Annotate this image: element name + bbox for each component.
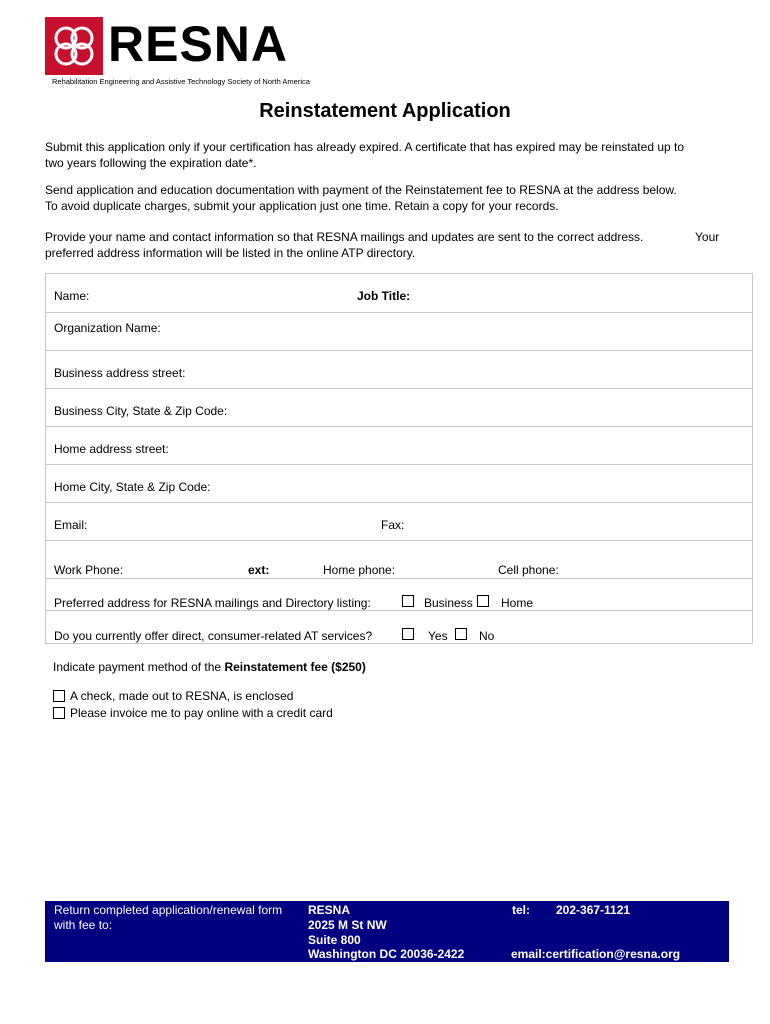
page-title: Reinstatement Application: [259, 100, 511, 122]
tel-number: 202-367-1121: [556, 903, 631, 917]
logo-tagline: Rehabilitation Engineering and Assistive Technology Society of North America: [52, 77, 310, 86]
check-enclosed-label: A check, made out to RESNA, is enclosed: [70, 689, 294, 703]
intro-paragraph-2: Send application and education documentation with payment of the Reinstatement fee to RESNA at the address below. To avoid duplicate charges, submit your application just one time. Retain a copy for your records.: [45, 183, 677, 213]
work-phone-label: Work Phone:: [54, 563, 124, 577]
name-row: [46, 274, 752, 312]
home-street-row: [46, 426, 752, 464]
no-checkbox[interactable]: [455, 628, 467, 640]
no-option-label: No: [479, 629, 495, 643]
payment-prompt: Indicate payment method of the Reinstatement fee ($250): [53, 660, 366, 674]
invoice-checkbox[interactable]: [53, 707, 65, 719]
home-city-row: [46, 464, 752, 502]
logo-wordmark: RESNA: [108, 16, 289, 72]
address-street: 2025 M St NW: [308, 918, 387, 932]
resna-logo-icon: [45, 17, 103, 75]
home-city-label: Home City, State & Zip Code:: [54, 480, 211, 494]
contact-form: [45, 273, 753, 644]
business-checkbox[interactable]: [402, 595, 414, 607]
phone-row: [46, 540, 752, 578]
tel-label: tel:: [512, 903, 530, 917]
address-org: RESNA: [308, 903, 351, 917]
home-phone-label: Home phone:: [323, 563, 396, 577]
intro-paragraph-1: Submit this application only if your certification has already expired. A certificate that has expired may be reinstated up to two years following the expiration date*.: [45, 140, 685, 170]
home-checkbox[interactable]: [477, 595, 489, 607]
intro-paragraph-3: Provide your name and contact information so that RESNA mailings and updates are sent to the correct address. Your preferred address information will be listed in the online ATP directory.: [45, 230, 720, 260]
email-row: [46, 502, 752, 540]
business-street-label: Business address street:: [54, 366, 186, 380]
return-address-footer: [45, 901, 729, 962]
email-label: Email:: [54, 518, 88, 532]
job-title-label: Job Title:: [357, 289, 411, 303]
return-instructions-line2: with fee to:: [54, 918, 113, 932]
organization-label: Organization Name:: [54, 321, 161, 335]
business-street-row: [46, 350, 752, 388]
organization-row: [46, 312, 752, 350]
invoice-label: Please invoice me to pay online with a credit card: [70, 706, 333, 720]
home-option-label: Home: [501, 596, 534, 610]
preferred-address-row: [46, 578, 752, 610]
services-row: [46, 610, 752, 643]
services-label: Do you currently offer direct, consumer-related AT services?: [54, 629, 373, 643]
business-city-row: [46, 388, 752, 426]
address-suite: Suite 800: [308, 933, 361, 947]
yes-checkbox[interactable]: [402, 628, 414, 640]
preferred-address-label: Preferred address for RESNA mailings and Directory listing:: [54, 596, 371, 610]
ext-label: ext:: [248, 563, 270, 577]
return-instructions-line1: Return completed application/renewal form: [54, 903, 283, 917]
yes-option-label: Yes: [428, 629, 448, 643]
cell-phone-label: Cell phone:: [498, 563, 559, 577]
payment-fee: Reinstatement fee ($250): [224, 660, 366, 674]
contact-email: email:certification@resna.org: [511, 947, 681, 961]
business-city-label: Business City, State & Zip Code:: [54, 404, 228, 418]
check-enclosed-checkbox[interactable]: [53, 690, 65, 702]
home-street-label: Home address street:: [54, 442, 169, 456]
name-label: Name:: [54, 289, 90, 303]
business-option-label: Business: [424, 596, 473, 610]
fax-label: Fax:: [381, 518, 405, 532]
address-city: Washington DC 20036-2422: [308, 947, 465, 961]
